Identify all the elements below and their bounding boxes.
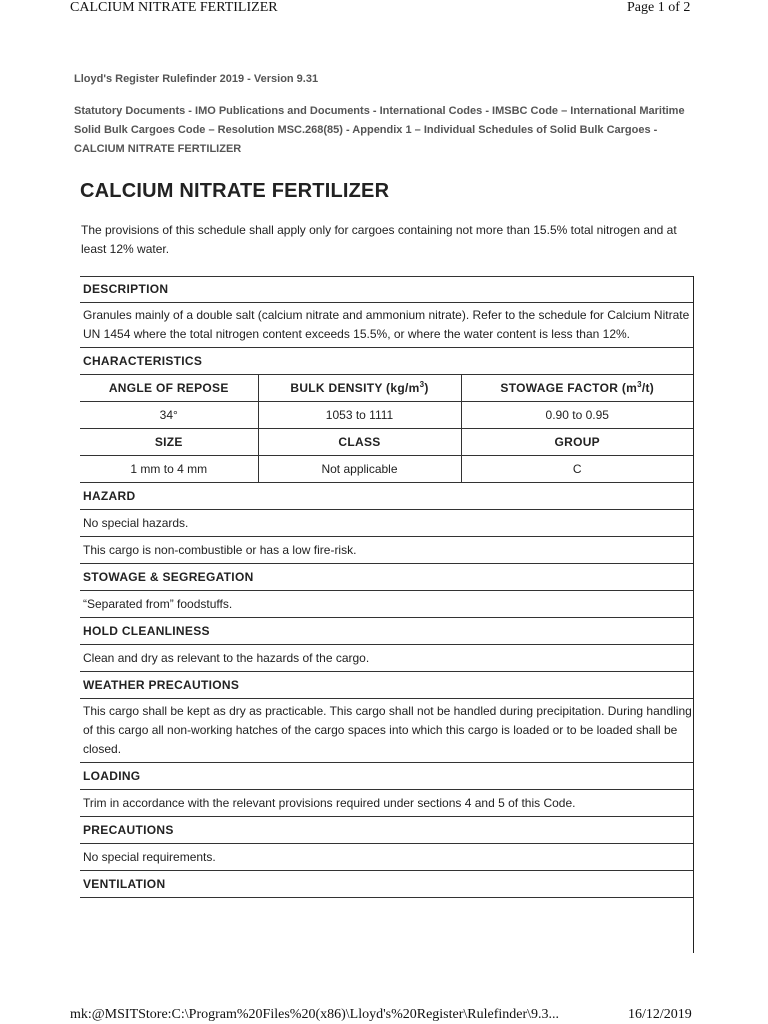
section-row bbox=[80, 510, 693, 537]
section-row bbox=[80, 277, 693, 303]
section-heading-hold-cleanliness: HOLD CLEANLINESS bbox=[80, 618, 693, 645]
size-value: 1 mm to 4 mm bbox=[80, 456, 258, 483]
section-heading-description: DESCRIPTION bbox=[80, 277, 693, 303]
characteristics-header-row bbox=[80, 429, 693, 456]
section-row bbox=[80, 790, 693, 817]
section-row bbox=[80, 591, 693, 618]
section-row bbox=[80, 871, 693, 898]
intro-paragraph: The provisions of this schedule shall apply only for cargoes containing not more than 15.5% total nitrogen and at least 12% water. bbox=[81, 223, 677, 256]
characteristics-value-row bbox=[80, 402, 693, 429]
section-row bbox=[80, 817, 693, 844]
hazard-line-2: This cargo is non-combustible or has a low fire-risk. bbox=[80, 537, 693, 564]
hazard-line-1: No special hazards. bbox=[80, 510, 693, 537]
section-heading-hazard: HAZARD bbox=[80, 483, 693, 510]
stowage-factor-label-sup: 3 bbox=[637, 379, 642, 389]
section-heading-ventilation: VENTILATION bbox=[80, 871, 693, 898]
section-heading-stowage-segregation: STOWAGE & SEGREGATION bbox=[80, 564, 693, 591]
class-header: CLASS bbox=[258, 429, 461, 456]
bulk-density-header bbox=[258, 375, 461, 402]
section-row bbox=[80, 672, 693, 699]
section-row bbox=[80, 645, 693, 672]
stowage-segregation-text: “Separated from” foodstuffs. bbox=[80, 591, 693, 618]
description-text: Granules mainly of a double salt (calcium nitrate and ammonium nitrate). Refer to the schedule for Calcium Nitrate UN 1454 where the total nitrogen content exceeds 15.5%, or where the water content is less than 12%. bbox=[80, 303, 693, 348]
characteristics-header-row bbox=[80, 375, 693, 402]
print-date: 16/12/2019 bbox=[628, 1007, 692, 1022]
precautions-text: No special requirements. bbox=[80, 844, 693, 871]
characteristics-value-row bbox=[80, 456, 693, 483]
bulk-density-label: BULK DENSITY (kg/m bbox=[290, 380, 420, 395]
section-heading-loading: LOADING bbox=[80, 763, 693, 790]
section-row bbox=[80, 844, 693, 871]
bulk-density-value: 1053 to 1111 bbox=[258, 402, 461, 429]
weather-precautions-text: This cargo shall be kept as dry as practicable. This cargo shall not be handled during precipitation. During handling of this cargo all non-working hatches of the cargo spaces into which this cargo is loaded or to be loaded shall be closed. bbox=[80, 699, 693, 763]
section-heading-precautions: PRECAUTIONS bbox=[80, 817, 693, 844]
stowage-factor-label: STOWAGE FACTOR (m bbox=[500, 380, 638, 395]
source-path: mk:@MSITStore:C:\Program%20Files%20(x86)\Lloyd's%20Register\Rulefinder\9.3... bbox=[70, 1007, 560, 1022]
angle-of-repose-value: 34° bbox=[80, 402, 258, 429]
stowage-factor-header bbox=[461, 375, 693, 402]
stowage-factor-value: 0.90 to 0.95 bbox=[461, 402, 693, 429]
rulefinder-version: Lloyd's Register Rulefinder 2019 - Version 9.31 bbox=[74, 73, 319, 85]
schedule-table bbox=[80, 276, 693, 898]
section-row bbox=[80, 564, 693, 591]
bulk-density-label-sup: 3 bbox=[419, 379, 425, 389]
section-row bbox=[80, 348, 693, 375]
section-row bbox=[80, 763, 693, 790]
section-row bbox=[80, 699, 693, 763]
section-row bbox=[80, 537, 693, 564]
print-header bbox=[0, 0, 768, 20]
class-value: Not applicable bbox=[258, 456, 461, 483]
section-heading-characteristics: CHARACTERISTICS bbox=[80, 348, 693, 375]
stowage-factor-label-end: /t) bbox=[641, 380, 655, 395]
section-heading-weather-precautions: WEATHER PRECAUTIONS bbox=[80, 672, 693, 699]
page-number: Page 1 of 2 bbox=[627, 0, 691, 15]
bulk-density-label-end: ) bbox=[424, 380, 429, 395]
section-row bbox=[80, 483, 693, 510]
print-footer bbox=[0, 1007, 768, 1024]
hold-cleanliness-text: Clean and dry as relevant to the hazards of the cargo. bbox=[80, 645, 693, 672]
section-row bbox=[80, 303, 693, 348]
size-header: SIZE bbox=[80, 429, 258, 456]
angle-of-repose-header: ANGLE OF REPOSE bbox=[80, 375, 258, 402]
group-value: C bbox=[461, 456, 693, 483]
cargo-schedule bbox=[80, 276, 694, 953]
page-title: CALCIUM NITRATE FERTILIZER bbox=[80, 180, 390, 202]
group-header: GROUP bbox=[461, 429, 693, 456]
section-row bbox=[80, 618, 693, 645]
print-header-title: CALCIUM NITRATE FERTILIZER bbox=[70, 0, 278, 15]
breadcrumb: Statutory Documents - IMO Publications and Documents - International Codes - IMSBC Code – International Maritime Solid Bulk Cargoes Code – Resolution MSC.268(85) - Appendix 1 – Individual Schedules of Solid Bulk Cargoes - CALCIUM NITRATE FERTILIZER bbox=[74, 105, 685, 155]
loading-text: Trim in accordance with the relevant provisions required under sections 4 and 5 of this Code. bbox=[80, 790, 693, 817]
